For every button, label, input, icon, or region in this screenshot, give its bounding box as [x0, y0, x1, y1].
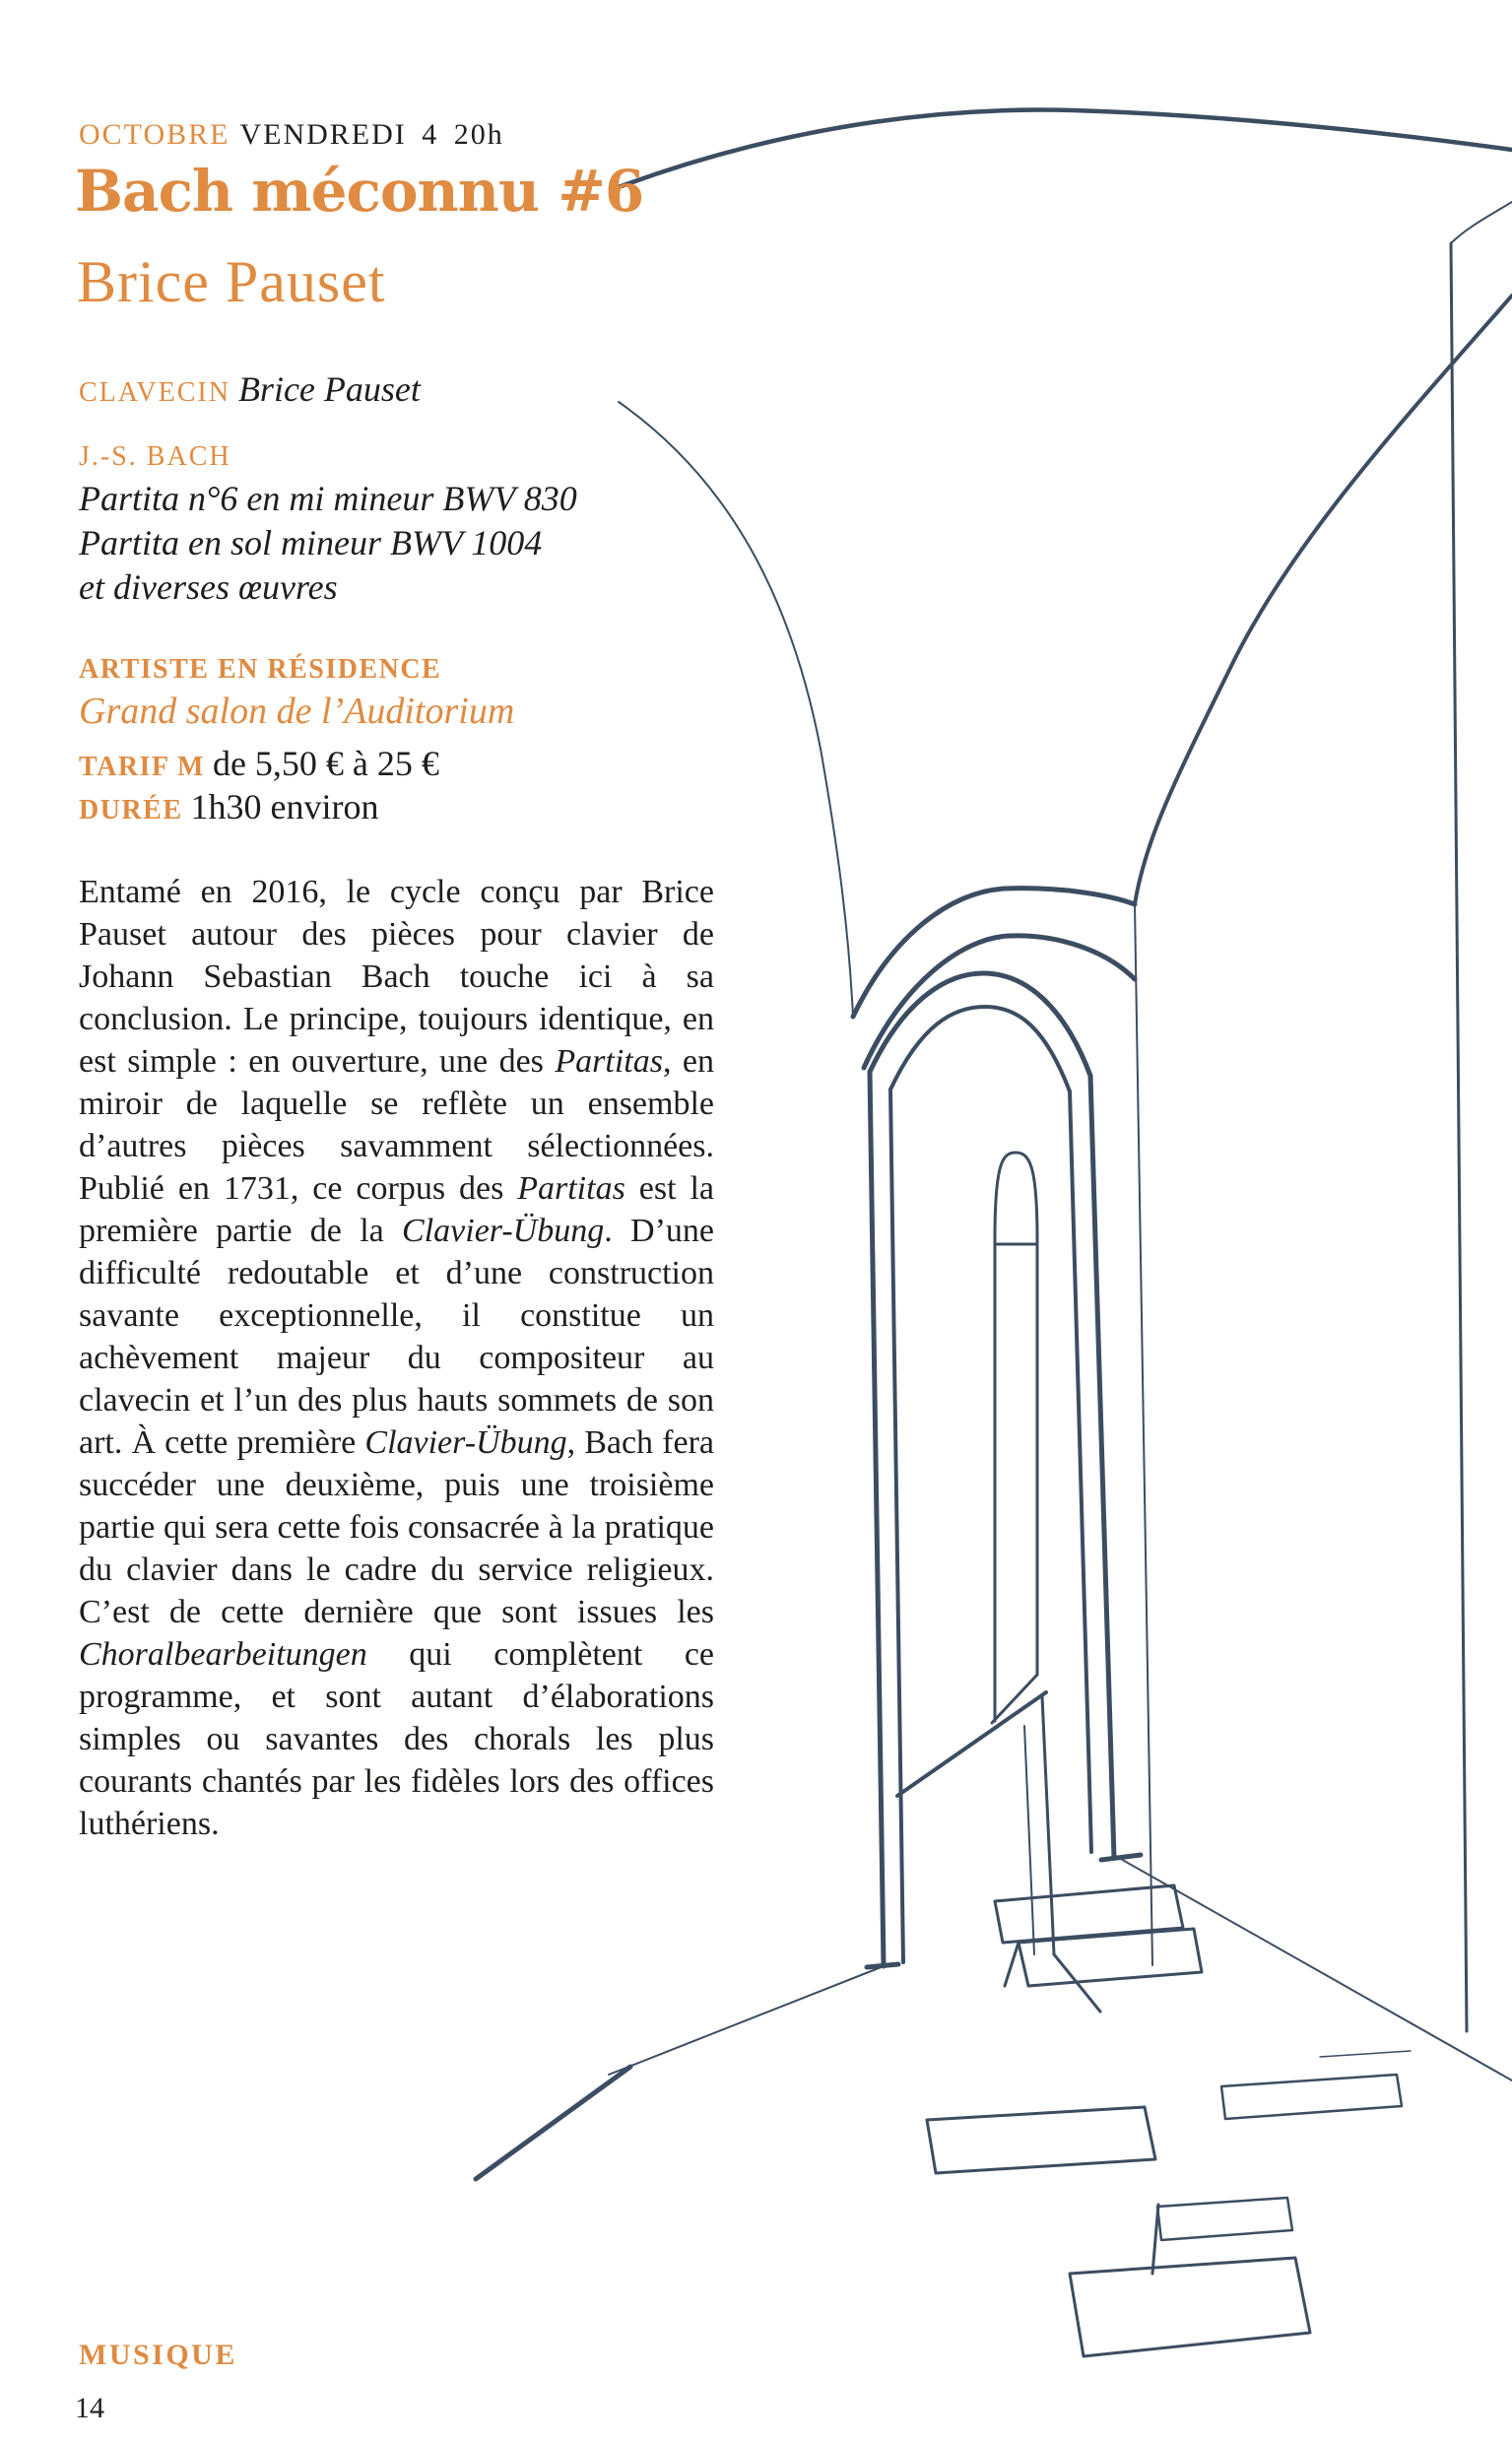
floor-lines [476, 1858, 1512, 2356]
date-line [79, 118, 504, 152]
page-title: Bach méconnu #6 [75, 158, 644, 225]
day-time-label: VENDREDI 4 20h [239, 118, 504, 151]
duration-label: DURÉE [79, 795, 183, 825]
residency-label: ARTISTE EN RÉSIDENCE [79, 654, 442, 685]
composer-name: J.-S. BACH [79, 441, 231, 472]
description-paragraph: Entamé en 2016, le cycle conçu par Brice Pauset autour des pièces pour clavier de Johann Sebastian Bach touche ici à sa conclusion. Le principe, toujours identique, en est simple : en ouverture, une des Partitas, en miroir de laquelle se reflète un ensemble d’autres pièces savamment sélectionnées. Publié en 1731, ce corpus des Partitas est la première partie de la Clavier-Übung. D’une difficulté redoutable et d’une construction savante exceptionnelle, il constitue un achèvement majeur du compositeur au clavecin et l’un des plus hauts sommets de son art. À cette première Clavier-Übung, Bach fera succéder une deuxième, puis une troisième partie qui sera cette fois consacrée à la pratique du clavier dans le cadre du service religieux. C’est de cette dernière que sont issues les Choralbearbeitungen qui complètent ce programme, et sont autant d’élaborations simples ou savantes des chorals les plus courants chantés par les fidèles lors des offices luthériens. [79, 874, 715, 1842]
month-label: OCTOBRE [79, 118, 230, 151]
price-value: de 5,50 € à 25 € [212, 744, 439, 783]
performer-name: Brice Pauset [237, 369, 421, 409]
duration-line [79, 786, 378, 827]
page-number: 14 [75, 2392, 104, 2424]
venue-line: Grand salon de l’Auditorium [79, 691, 515, 732]
works-list [79, 477, 577, 610]
price-label: TARIF M [79, 752, 205, 782]
price-line [79, 743, 439, 784]
duration-value: 1h30 environ [190, 787, 379, 826]
residency-line [79, 654, 441, 686]
work-item: et diverses œuvres [79, 567, 338, 607]
credit-line [79, 368, 421, 410]
vault-lines [619, 110, 1512, 2057]
work-item: Partita en sol mineur BWV 1004 [79, 523, 543, 562]
instrument-label: CLAVECIN [79, 377, 230, 408]
work-item: Partita n°6 en mi mineur BWV 830 [79, 479, 577, 518]
artist-title: Brice Pauset [77, 249, 386, 314]
composer-line [79, 441, 231, 473]
category-label: MUSIQUE [79, 2339, 237, 2371]
archway-door [867, 973, 1141, 2012]
